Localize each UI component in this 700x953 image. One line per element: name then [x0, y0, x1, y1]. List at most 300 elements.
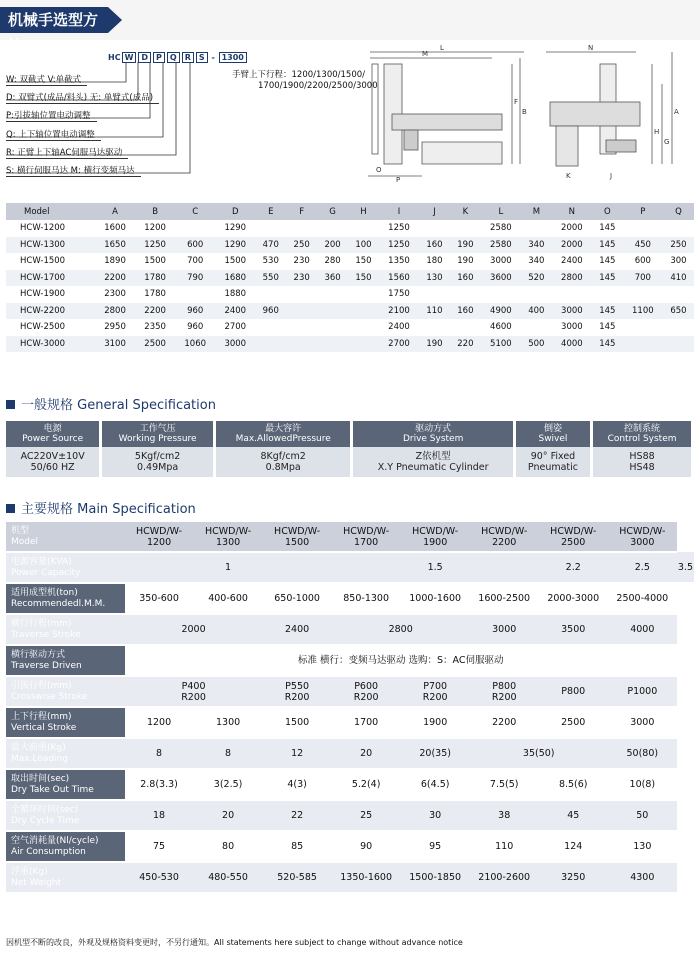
- dimension-cell: 4900: [481, 303, 521, 320]
- model-header-cell: HCWD/W-1700: [332, 522, 401, 552]
- dimension-cell: 150: [348, 270, 379, 287]
- value-line2: Pneumatic: [527, 462, 579, 473]
- spec-value-cell: P800 R200: [470, 676, 539, 707]
- dimension-cell: 145: [599, 322, 616, 333]
- main-spec-row: [6, 583, 694, 614]
- model-code-prefix: HC: [108, 53, 121, 62]
- dimension-cell: [552, 286, 592, 303]
- dimension-cell: 2580: [481, 237, 521, 254]
- dimension-cell: 110: [419, 303, 450, 320]
- dimension-cell: 5100: [481, 336, 521, 353]
- svg-text:M: M: [422, 50, 429, 58]
- dimension-cell: 1500: [144, 256, 166, 267]
- spec-value-cell: 3500: [539, 614, 608, 645]
- dimension-cell: [286, 220, 317, 237]
- row-label: [6, 583, 125, 614]
- spec-value-cell: P1000: [608, 676, 677, 707]
- dimension-col-header: A: [95, 203, 135, 220]
- dimension-cell: 145: [599, 256, 616, 267]
- dimension-cell: 2800: [95, 303, 135, 320]
- dimension-cell: 1780: [144, 289, 166, 300]
- dimension-cell: 960: [255, 303, 286, 320]
- model-code: HC W D P Q R S - 1300: [108, 52, 248, 63]
- dimension-cell: 3000: [552, 303, 592, 320]
- dimension-col-header: C: [175, 203, 215, 220]
- label-en: Dry Take Out Time: [11, 784, 94, 795]
- general-spec-header-row: [6, 421, 693, 447]
- general-spec-value: [514, 447, 591, 477]
- dimension-cell: [255, 336, 286, 353]
- label-cn: 取出时间(sec): [11, 773, 70, 784]
- dimension-cell: 1290: [224, 223, 247, 234]
- svg-text:A: A: [674, 108, 679, 116]
- dimension-cell: [419, 220, 450, 237]
- dimension-cell: [175, 220, 215, 237]
- code-box-p: P: [153, 52, 165, 63]
- dimension-cell: [317, 303, 348, 320]
- dimension-cell: [348, 336, 379, 353]
- label-en: Traverse Driven: [11, 660, 82, 671]
- dimension-cell: [450, 286, 481, 303]
- main-spec-row: [6, 614, 694, 645]
- spec-value-cell: 20: [194, 800, 263, 831]
- dimension-cell: 1250: [388, 223, 410, 234]
- spec-value-cell: 75: [125, 831, 194, 862]
- general-spec-value: [6, 447, 101, 477]
- spec-value-cell: 1000-1600: [401, 583, 470, 614]
- dimension-cell: 520: [521, 270, 552, 287]
- dimension-col-header: L: [481, 203, 521, 220]
- dimension-cell: 145: [592, 336, 623, 353]
- model-name-cell: HCW-1700: [6, 270, 95, 287]
- dimension-cell: 220: [450, 336, 481, 353]
- spec-value-cell: 480-550: [194, 862, 263, 893]
- spec-value-cell: 20(35): [401, 738, 470, 769]
- dimension-col-header: G: [317, 203, 348, 220]
- side-view-drawing: [362, 44, 532, 190]
- header-en: Working Pressure: [118, 434, 197, 444]
- dimension-cell: 1500: [224, 256, 247, 267]
- dimension-cell: 340: [528, 256, 545, 267]
- dimension-cell: [348, 286, 379, 303]
- dimension-col-header: J: [419, 203, 450, 220]
- spec-value-cell: 1500: [263, 707, 332, 738]
- dimension-row: [6, 286, 694, 303]
- spec-value-cell: 2500-4000: [608, 583, 677, 614]
- svg-text:B: B: [522, 108, 527, 116]
- dimension-cell: [255, 286, 286, 303]
- dimension-cell: 200: [317, 237, 348, 254]
- spec-value-cell: 8.5(6): [539, 769, 608, 800]
- spec-value-cell: 10(8): [608, 769, 677, 800]
- spec-value-cell: 3250: [539, 862, 608, 893]
- section-square-icon: [6, 400, 15, 409]
- dimension-cell: 145: [599, 223, 616, 234]
- header-cn: 最大容许: [265, 424, 302, 434]
- dimension-cell: 410: [663, 270, 694, 287]
- spec-value-cell: 25: [332, 800, 401, 831]
- dimension-col-header: K: [450, 203, 481, 220]
- spec-value-cell: 2100-2600: [470, 862, 539, 893]
- dimension-col-header: D: [215, 203, 255, 220]
- label-en: Crosswise Stroke: [11, 691, 88, 702]
- model-name-cell: HCW-2200: [6, 303, 95, 320]
- label-en: Vertical Stroke: [11, 722, 77, 733]
- dimension-cell: 160: [450, 303, 481, 320]
- spec-value-cell: 2.8(3.3): [125, 769, 194, 800]
- dimension-col-header: E: [255, 203, 286, 220]
- value-line1: 8Kgf/cm2: [260, 451, 306, 462]
- label-cn: 电源容量(KVA): [11, 556, 72, 567]
- spec-value-cell: 110: [470, 831, 539, 862]
- header-en: Swivel: [538, 434, 568, 444]
- dimension-cell: 3100: [95, 336, 135, 353]
- spec-value-cell: 2200: [470, 707, 539, 738]
- dimension-cell: 3600: [481, 270, 521, 287]
- dimension-cell: [450, 319, 481, 336]
- dimension-row: [6, 303, 694, 320]
- legend-d: D: 双臂式(成品/料头) 无: 单臂式(成品): [6, 91, 159, 104]
- header-en: Max.AllowedPressure: [235, 434, 331, 444]
- row-label: [6, 676, 125, 707]
- code-box-w: W: [122, 52, 137, 63]
- dimension-col-header: I: [379, 203, 419, 220]
- spec-value-cell: 2.2: [539, 552, 608, 583]
- section-square-icon: [6, 504, 15, 513]
- dimension-cell: [286, 319, 317, 336]
- general-spec-title: [6, 394, 216, 413]
- spec-value-cell: 850-1300: [332, 583, 401, 614]
- spec-value-cell: 7.5(5): [470, 769, 539, 800]
- dimension-cell: 230: [293, 256, 310, 267]
- row-label: [6, 707, 125, 738]
- model-header-cell: HCWD/W-1900: [401, 522, 470, 552]
- dimension-cell: 1350: [388, 256, 410, 267]
- row-label: [6, 522, 125, 552]
- spec-value-cell: 400-600: [194, 583, 263, 614]
- dimension-cell: 1780: [135, 270, 175, 287]
- dimension-cell: 340: [521, 237, 552, 254]
- dimension-row: [6, 253, 694, 270]
- dimension-col-header: Model: [6, 203, 95, 220]
- spec-value-cell: 650-1000: [263, 583, 332, 614]
- dimension-table: [6, 203, 694, 352]
- main-spec-row: [6, 552, 694, 583]
- dimension-col-header: F: [286, 203, 317, 220]
- dimension-cell: 550: [255, 270, 286, 287]
- dimension-col-header: O: [592, 203, 623, 220]
- dimension-cell: 2800: [552, 270, 592, 287]
- dimension-cell: [521, 319, 552, 336]
- spec-value-cell: 2400: [263, 614, 332, 645]
- main-spec-row: [6, 645, 694, 676]
- spec-value-cell: 450-530: [125, 862, 194, 893]
- label-cn: 最大荷重(Kg): [11, 742, 66, 753]
- dimension-cell: [286, 303, 317, 320]
- spec-value-cell: 2000: [125, 614, 263, 645]
- header-cn: 电源: [43, 424, 62, 434]
- dimension-cell: [317, 319, 348, 336]
- dimension-cell: [348, 220, 379, 237]
- dimension-cell: 960: [187, 322, 204, 333]
- dimension-cell: 2100: [379, 303, 419, 320]
- dimension-cell: 2700: [379, 336, 419, 353]
- spec-value-cell: 45: [539, 800, 608, 831]
- dimension-cell: [521, 220, 552, 237]
- dimension-cell: 300: [670, 256, 687, 267]
- general-spec-header: [592, 421, 693, 447]
- value-line2: X.Y Pneumatic Cylinder: [377, 462, 489, 473]
- model-name-cell: HCW-3000: [6, 336, 95, 353]
- dimension-col-header: H: [348, 203, 379, 220]
- dimension-cell: 130: [419, 270, 450, 287]
- dimension-cell: 600: [634, 256, 651, 267]
- spec-value-cell: 3000: [608, 707, 677, 738]
- header-cn: 倒姿: [543, 424, 562, 434]
- dimension-table-header: [6, 203, 694, 220]
- general-spec-value: [101, 447, 215, 477]
- dimension-cell: 2350: [144, 322, 166, 333]
- label-en: Max.Loading: [11, 753, 68, 764]
- spec-value-cell: P550 R200: [263, 676, 332, 707]
- model-name-cell: HCW-1900: [20, 289, 66, 300]
- dimension-cell: 960: [175, 303, 215, 320]
- footer-note: 因机型不断的改良，外观及规格资料变更时，不另行通知。All statements here subject to change without advance notice: [6, 938, 463, 947]
- dimension-cell: 1650: [95, 237, 135, 254]
- label-en: Air Consumption: [11, 846, 86, 857]
- dimension-col-header: N: [552, 203, 592, 220]
- general-spec-value-row: [6, 447, 693, 477]
- svg-text:K: K: [566, 172, 571, 180]
- dimension-cell: 1880: [224, 289, 247, 300]
- value-line2: 50/60 HZ: [30, 462, 75, 473]
- legend-w: W: 双截式 V:单截式: [6, 73, 87, 86]
- svg-text:O: O: [376, 166, 382, 174]
- dimension-cell: 450: [623, 237, 663, 254]
- spec-value-cell: 20: [332, 738, 401, 769]
- dimension-cell: 530: [262, 256, 279, 267]
- spec-value-cell: 2800: [332, 614, 470, 645]
- dimension-cell: [317, 220, 348, 237]
- general-spec-value: [352, 447, 514, 477]
- svg-text:N: N: [588, 44, 594, 52]
- label-cn: 适用成型机(ton): [11, 587, 78, 598]
- dimension-cell: 2700: [224, 322, 247, 333]
- dimension-cell: 250: [663, 237, 694, 254]
- spec-value-cell: 22: [263, 800, 332, 831]
- dimension-cell: 1200: [144, 223, 166, 234]
- label-cn: 机型: [11, 525, 30, 536]
- spec-value-cell: 1300: [194, 707, 263, 738]
- row-label: [6, 800, 125, 831]
- header-cn: 控制系统: [624, 424, 661, 434]
- dimension-cell: 145: [592, 237, 623, 254]
- dimension-cell: 160: [450, 270, 481, 287]
- label-cn: 全循环时间(sec): [11, 804, 79, 815]
- spec-value-cell: 1: [125, 552, 332, 583]
- dimension-cell: 2000: [552, 237, 592, 254]
- dimension-cell: 3000: [561, 322, 583, 333]
- main-spec-row: [6, 707, 694, 738]
- dimension-cell: [419, 286, 450, 303]
- dimension-cell: [348, 319, 379, 336]
- header-en: Drive System: [402, 434, 464, 444]
- spec-value-cell: 85: [263, 831, 332, 862]
- dimension-cell: [175, 286, 215, 303]
- dimension-cell: [317, 286, 348, 303]
- value-line2: 0.49Mpa: [136, 462, 179, 473]
- spec-value-cell: P400 R200: [125, 676, 263, 707]
- dimension-cell: 250: [286, 237, 317, 254]
- legend-p: P:引拔轴位置电动调整: [6, 109, 97, 122]
- dimension-cell: [663, 336, 694, 353]
- dimension-cell: 4000: [552, 336, 592, 353]
- value-line1: AC220V±10V: [20, 451, 85, 462]
- label-cn: 空气消耗量(Nl/cycle): [11, 835, 99, 846]
- dimension-cell: 1100: [623, 303, 663, 320]
- value-line1: 5Kgf/cm2: [134, 451, 181, 462]
- dimension-cell: 2400: [388, 322, 410, 333]
- dimension-cell: 2400: [215, 303, 255, 320]
- label-cn: 浮重(Kg): [11, 866, 48, 877]
- spec-value-cell: 30: [401, 800, 470, 831]
- dimension-cell: 180: [426, 256, 443, 267]
- main-spec-row: [6, 676, 694, 707]
- dimension-cell: [419, 319, 450, 336]
- svg-text:P: P: [396, 176, 401, 184]
- spec-value-cell: 6(4.5): [401, 769, 470, 800]
- label-en: Net Weight: [11, 877, 62, 888]
- front-view-drawing: [536, 44, 694, 190]
- row-label: [6, 645, 125, 676]
- dimension-row: [6, 220, 694, 237]
- dimension-row: [6, 336, 694, 353]
- dimension-cell: 600: [175, 237, 215, 254]
- label-en: Traverse Stroke: [11, 629, 81, 640]
- dimension-col-header: M: [521, 203, 552, 220]
- dimension-cell: 2000: [561, 223, 583, 234]
- dimension-cell: [481, 286, 521, 303]
- value-line2: 0.8Mpa: [265, 462, 301, 473]
- general-spec-header: [352, 421, 514, 447]
- dimension-cell: [623, 319, 663, 336]
- dimension-cell: 1560: [379, 270, 419, 287]
- spec-value-cell: 50: [608, 800, 677, 831]
- label-en: Recommendedl.M.M.: [11, 598, 106, 609]
- label-en: Model: [11, 536, 39, 547]
- dimension-cell: [286, 286, 317, 303]
- spec-value-cell: 5.2(4): [332, 769, 401, 800]
- header-en: Control System: [607, 434, 677, 444]
- dimension-cell: 500: [521, 336, 552, 353]
- general-spec-header: [514, 421, 591, 447]
- general-spec-table: [6, 421, 694, 477]
- label-cn: 上下行程(mm): [11, 711, 72, 722]
- dimension-cell: [450, 220, 481, 237]
- dimension-cell: 3000: [215, 336, 255, 353]
- spec-value-cell: P700 R200: [401, 676, 470, 707]
- row-label: [6, 552, 125, 583]
- spec-value-cell: 1700: [332, 707, 401, 738]
- dimension-cell: [317, 336, 348, 353]
- dimension-cell: 280: [324, 256, 341, 267]
- dimension-cell: [623, 220, 663, 237]
- main-spec-title: [6, 498, 196, 517]
- dimension-cell: 1750: [388, 289, 410, 300]
- dimension-cell: 145: [592, 303, 623, 320]
- dimension-cell: 2500: [135, 336, 175, 353]
- dimension-cell: 2950: [104, 322, 126, 333]
- svg-text:F: F: [514, 98, 519, 106]
- dimension-cell: 650: [663, 303, 694, 320]
- spec-value-cell: 2000-3000: [539, 583, 608, 614]
- dimension-cell: [348, 303, 379, 320]
- spec-value-cell: 4(3): [263, 769, 332, 800]
- spec-value-cell: 124: [539, 831, 608, 862]
- stroke-note-label: 手臂上下行程：: [232, 70, 292, 80]
- dimension-cell: [521, 286, 552, 303]
- row-label: [6, 831, 125, 862]
- dimension-cell: [623, 336, 663, 353]
- spec-value-cell: 90: [332, 831, 401, 862]
- spec-value-cell: 18: [125, 800, 194, 831]
- dimension-row: [6, 270, 694, 287]
- model-header-cell: HCWD/W-1200: [125, 522, 194, 552]
- model-header-cell: HCWD/W-2200: [470, 522, 539, 552]
- dimension-cell: 1250: [379, 237, 419, 254]
- spec-value-cell: 1350-1600: [332, 862, 401, 893]
- main-spec-row: [6, 831, 694, 862]
- code-box-s: S: [196, 52, 208, 63]
- dimension-cell: 1680: [215, 270, 255, 287]
- dimension-col-header: P: [623, 203, 663, 220]
- dimension-cell: [255, 220, 286, 237]
- main-spec-model-row: [6, 522, 694, 552]
- dimension-cell: 3000: [490, 256, 512, 267]
- main-spec-table: [6, 522, 694, 894]
- dimension-cell: 790: [175, 270, 215, 287]
- spec-value-cell: 12: [263, 738, 332, 769]
- dimension-cell: 360: [317, 270, 348, 287]
- row-label: [6, 738, 125, 769]
- dimension-cell: [286, 336, 317, 353]
- model-name-cell: HCW-2500: [20, 322, 66, 333]
- dimension-cell: [663, 220, 694, 237]
- dimension-cell: 160: [419, 237, 450, 254]
- model-header-cell: HCWD/W-2500: [539, 522, 608, 552]
- spec-value-cell: 130: [608, 831, 677, 862]
- spec-value-cell: 50(80): [608, 738, 677, 769]
- value-line1: 90° Fixed: [530, 451, 576, 462]
- general-spec-header: [214, 421, 352, 447]
- legend-r: R: 正臂上下轴AC伺服马达驱动: [6, 146, 128, 159]
- spec-value-cell: 1600-2500: [470, 583, 539, 614]
- dimension-cell: 400: [521, 303, 552, 320]
- dimension-cell: 1290: [215, 237, 255, 254]
- dimension-cell: 2200: [95, 270, 135, 287]
- dimension-cell: [663, 286, 694, 303]
- spec-value-cell: 8: [125, 738, 194, 769]
- dimension-col-header: Q: [663, 203, 694, 220]
- spec-value-cell: 3(2.5): [194, 769, 263, 800]
- dimension-cell: 190: [457, 256, 474, 267]
- spec-value-cell: 2500: [539, 707, 608, 738]
- spec-value-cell: 3000: [470, 614, 539, 645]
- dimension-cell: 4600: [490, 322, 512, 333]
- model-name-cell: HCW-1200: [20, 223, 66, 234]
- svg-text:J: J: [610, 172, 613, 180]
- code-box-stroke: 1300: [219, 52, 247, 63]
